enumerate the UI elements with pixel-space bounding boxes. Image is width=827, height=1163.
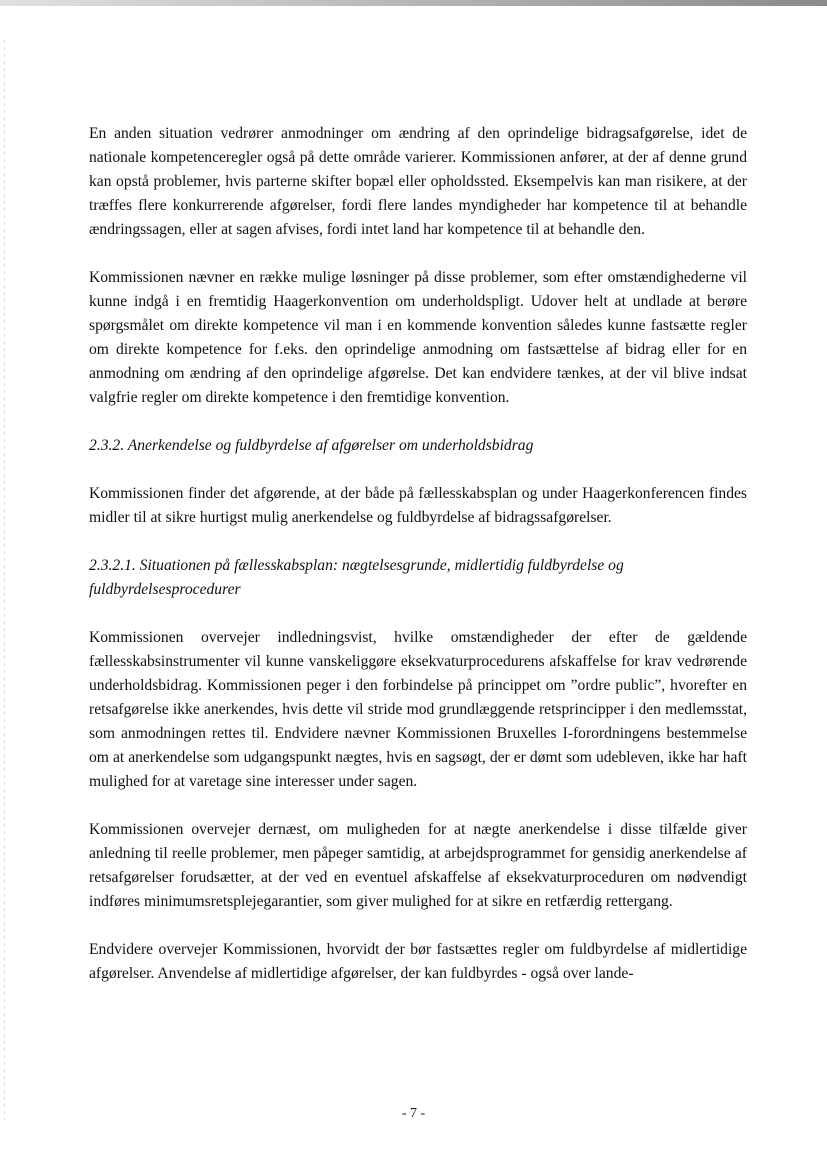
section-heading-2-3-2-1: 2.3.2.1. Situationen på fællesskabsplan: nægtelsesgrunde, midlertidig fuldbyrdelse og fuldbyrdelsesprocedurer [89, 557, 624, 598]
paragraph-provisional-decisions: Endvidere overvejer Kommissionen, hvorvidt der bør fastsættes regler om fuldbyrdelse af midlertidige afgørelser. Anvendelse af midlertidige afgørelser, der kan fuldbyrdes - også over lande- [89, 941, 747, 982]
scan-edge-top [0, 0, 827, 6]
page-number: - 7 - [401, 1106, 426, 1121]
paragraph-recognition-enforcement: Kommissionen finder det afgørende, at der både på fællesskabsplan og under Haagerkonferencen findes midler til at sikre hurtigst mulig anerkendelse og fuldbyrdelse af bidragssafgørelser. [89, 485, 747, 526]
paragraph-ordre-public: Kommissionen overvejer indledningsvist, hvilke omstændigheder der efter de gældende fællesskabsinstrumenter vil kunne vanskeliggøre eksekvaturprocedurens afskaffelse for krav vedrørende underholdsbidrag. Kommissionen peger i den forbindelse på princippet om ”ordre public”, hvorefter en retsafgørelse ikke anerkendes, hvis dette vil stride mod grundlæggende retsprincipper i den medlemsstat, som anmodningen rettes til. Endvidere nævner Kommissionen Bruxelles I-forordningens bestemmelse om at anerkendelse som udgangspunkt nægtes, hvis en sagsøgt, der er dømt som udebleven, ikke har haft mulighed for at varetage sine interesser under sagen. [89, 629, 747, 790]
paragraph-competence-amendment: En anden situation vedrører anmodninger om ændring af den oprindelige bidragsafgørelse, idet de nationale kompetenceregler også på dette område varierer. Kommissionen anfører, at der af denne grund kan opstå problemer, hvis parterne skifter bopæl eller opholdssted. Eksempelvis kan man risikere, at der træffes flere konkurrerende afgørelser, fordi flere landes myndigheder har kompetence til at behandle ændringssagen, eller at sagen afvises, fordi intet land har kompetence til at behandle den. [89, 125, 747, 238]
paragraph-possible-solutions: Kommissionen nævner en række mulige løsninger på disse problemer, som efter omstændighederne vil kunne indgå i en fremtidig Haagerkonvention om underholdspligt. Udover helt at undlade at berøre spørgsmålet om direkte kompetence vil man i en kommende konvention således kunne fastsætte regler om direkte kompetence for f.eks. den oprindelige anmodning om fastsættelse af bidrag eller for en anmodning om ændring af den oprindelige afgørelse. Det kan endvidere tænkes, at der vil blive indsat valgfrie regler om direkte kompetence i den fremtidige konvention. [89, 269, 747, 406]
section-heading-2-3-2: 2.3.2. Anerkendelse og fuldbyrdelse af afgørelser om underholdsbidrag [89, 437, 534, 454]
paragraph-minimum-guarantees: Kommissionen overvejer dernæst, om muligheden for at nægte anerkendelse i disse tilfælde giver anledning til reelle problemer, men påpeger samtidig, at arbejdsprogrammet for gensidig anerkendelse af retsafgørelser forudsætter, at der ved en eventuel afskaffelse af eksekvaturproceduren om nødvendigt indføres minimumsretsplejegarantier, som giver mulighed for at sikre en retfærdig rettergang. [89, 821, 747, 910]
document-body [89, 122, 747, 1010]
scan-edge-left [4, 40, 5, 1120]
